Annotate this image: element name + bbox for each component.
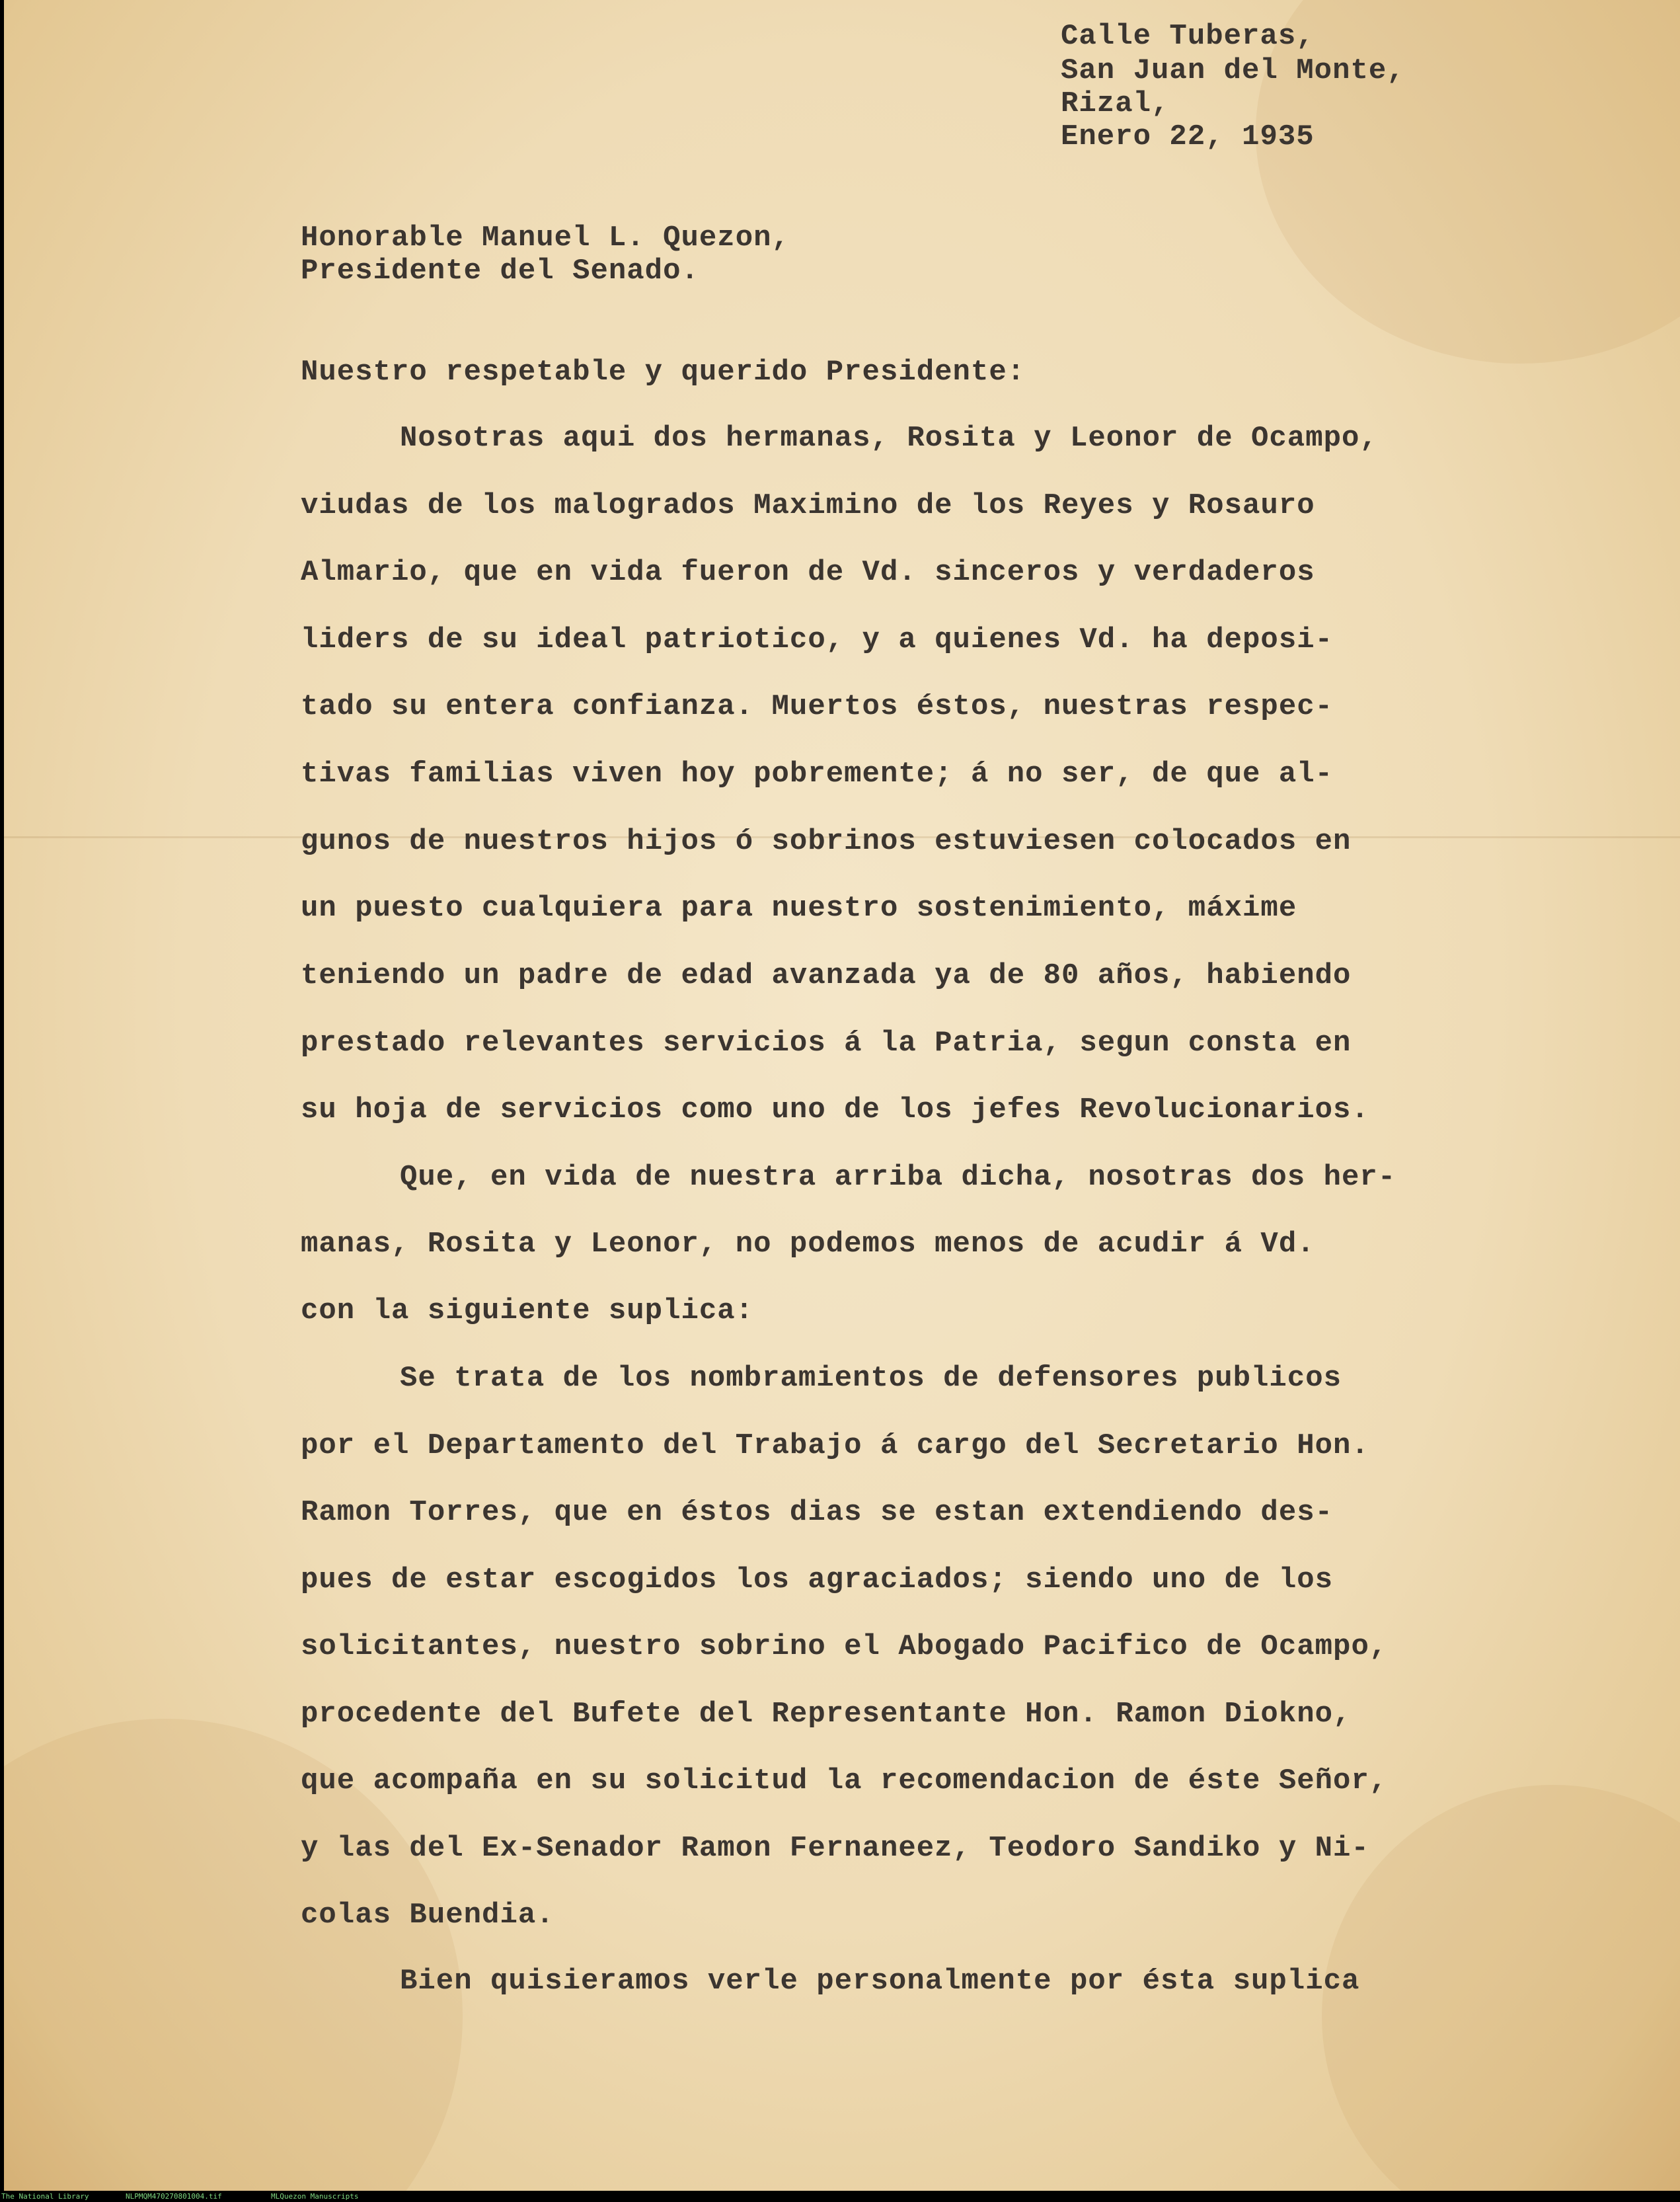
body-line: prestado relevantes servicios á la Patria, segun consta en <box>301 1027 1352 1060</box>
body-line: Nosotras aqui dos hermanas, Rosita y Leonor de Ocampo, <box>400 422 1378 455</box>
address-province: Rizal, <box>1061 87 1170 120</box>
recipient-name: Honorable Manuel L. Quezon, <box>301 221 790 255</box>
body-line: Bien quisieramos verle personalmente por ésta suplica <box>400 1965 1360 1998</box>
address-town: San Juan del Monte, <box>1061 54 1405 87</box>
footer-library: The National Library <box>1 2192 89 2201</box>
footer-file: NLPMQM470270801004.tif <box>126 2192 222 2201</box>
body-line: gunos de nuestros hijos ó sobrinos estuviesen colocados en <box>301 825 1352 858</box>
paper-stain <box>1322 1785 1680 2191</box>
address-street: Calle Tuberas, <box>1061 20 1315 53</box>
letter-date: Enero 22, 1935 <box>1061 120 1315 153</box>
recipient-title: Presidente del Senado. <box>301 255 699 288</box>
body-line: tivas familias viven hoy pobremente; á no ser, de que al- <box>301 758 1334 791</box>
scan-footer <box>0 2191 1680 2202</box>
body-line: tado su entera confianza. Muertos éstos, nuestras respec- <box>301 690 1334 723</box>
body-line: y las del Ex-Senador Ramon Fernaneez, Teodoro Sandiko y Ni- <box>301 1832 1369 1865</box>
body-line: colas Buendia. <box>301 1899 554 1932</box>
body-line: solicitantes, nuestro sobrino el Abogado Pacifico de Ocampo, <box>301 1630 1388 1663</box>
body-line: por el Departamento del Trabajo á cargo del Secretario Hon. <box>301 1429 1369 1462</box>
body-line: procedente del Bufete del Representante Hon. Ramon Diokno, <box>301 1698 1352 1731</box>
body-line: Almario, que en vida fueron de Vd. sinceros y verdaderos <box>301 556 1315 589</box>
body-line: Ramon Torres, que en éstos dias se estan extendiendo des- <box>301 1496 1334 1529</box>
body-line: con la siguiente suplica: <box>301 1294 754 1327</box>
body-line: un puesto cualquiera para nuestro sostenimiento, máxime <box>301 892 1297 925</box>
body-line: que acompaña en su solicitud la recomendacion de éste Señor, <box>301 1764 1388 1797</box>
torn-edge <box>0 0 4 2191</box>
salutation: Nuestro respetable y querido Presidente: <box>301 356 1026 389</box>
footer-collection: MLQuezon Manuscripts <box>271 2192 359 2201</box>
body-line: Se trata de los nombramientos de defensores publicos <box>400 1362 1342 1395</box>
body-line: liders de su ideal patriotico, y a quienes Vd. ha deposi- <box>301 623 1334 656</box>
body-line: pues de estar escogidos los agraciados; siendo uno de los <box>301 1563 1334 1596</box>
body-line: teniendo un padre de edad avanzada ya de 80 años, habiendo <box>301 959 1352 992</box>
body-line: viudas de los malogrados Maximino de los Reyes y Rosauro <box>301 489 1315 522</box>
body-line: manas, Rosita y Leonor, no podemos menos de acudir á Vd. <box>301 1228 1315 1261</box>
body-line: su hoja de servicios como uno de los jefes Revolucionarios. <box>301 1093 1369 1126</box>
body-line: Que, en vida de nuestra arriba dicha, nosotras dos her- <box>400 1161 1396 1194</box>
